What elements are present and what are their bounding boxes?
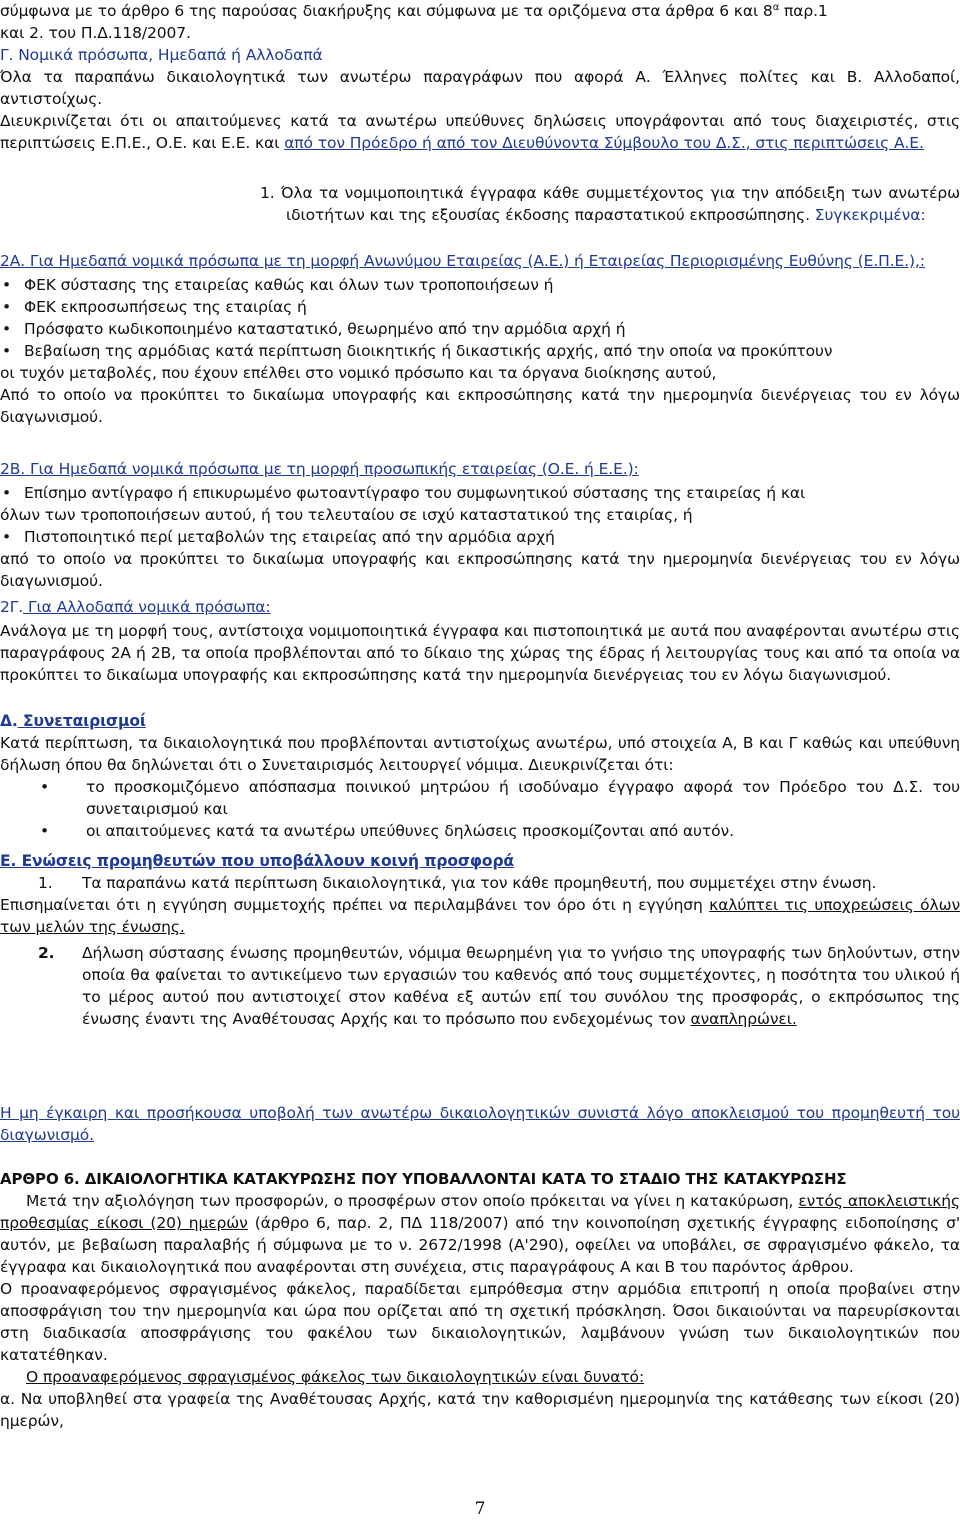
intro-paragraph: σύμφωνα με το άρθρο 6 της παρούσας διακήρυξης και σύμφωνα με τα οριζόμενα στα άρθρα 6 και $8^\alpha$ παρ.1 και 2. του Π.Δ.118/2007. xyxy=(0,1,828,42)
page-number: 7 xyxy=(474,1499,486,1519)
list-item: • Πρόσφατο κωδικοποιημένο καταστατικό, θεωρημένο από την αρμόδια αρχή ή xyxy=(0,318,960,340)
list-item: • ΦΕΚ εκπροσωπήσεως της εταιρίας ή xyxy=(0,296,960,318)
list-item: • Βεβαίωση της αρμόδιας κατά περίπτωση διοικητικής ή δικαστικής αρχής, από την οποία να προκύπτουν xyxy=(0,340,960,362)
section-g xyxy=(0,44,960,110)
section-2a: 2Α. Για Ημεδαπά νομικά πρόσωπα με τη μορφή Ανωνύμου Εταιρείας (Α.Ε.) ή Εταιρείας Περιορισμένης Ευθύνης (Ε.Π.Ε.),: • ΦΕΚ σύστασης της εταιρείας καθώς και όλων των τροποποιήσεων ή • ΦΕΚ εκπροσωπήσεως της εταιρίας ή • Πρόσφατο κωδικοποιημένο καταστατικό, θεωρημένο από την αρμόδια αρχή ή • Βεβαίωση της αρμόδιας κατά περίπτωση διοικητικής ή δικαστικής αρχής, από την οποία να προκύπτουν οι τυχόν μεταβολές, που έχουν επέλθει στο νομικό πρόσωπο και τα όργανα διοίκησης αυτού, Από το οποίο να προκύπτει το δικαίωμα υπογραφής και εκπροσώπησης κατά την ημερομηνία διενέργειας του εν λόγω διαγωνισμού. xyxy=(0,250,960,428)
clarification-paragraph: Διευκρινίζεται ότι οι απαιτούμενες κατά τα ανωτέρω υπεύθυνες δηλώσεις υπογράφονται από τους διαχειριστές, στις περιπτώσεις Ε.Π.Ε., Ο.Ε. και Ε.Ε. και από τον Πρόεδρο ή από τον Διευθύνοντα Σύμβουλο του Δ.Σ., στις περιπτώσεις Α.Ε. xyxy=(0,112,960,152)
list-item: • το προσκομιζόμενο απόσπασμα ποινικού μητρώου ή ισοδύναμο έγγραφο αφορά τον Πρόεδρο του Δ.Σ. του συνεταιρισμού και xyxy=(38,776,960,820)
list-item: • Πιστοποιητικό περί μεταβολών της εταιρείας από την αρμόδια αρχή xyxy=(0,526,960,548)
section-2b: 2Β. Για Ημεδαπά νομικά πρόσωπα με τη μορφή προσωπικής εταιρείας (Ο.Ε. ή Ε.Ε.): • Επίσημο αντίγραφο ή επικυρωμένο φωτοαντίγραφο του συμφωνητικού σύστασης της εταιρείας ή και όλων των τροποποιήσεων αυτού, ή του τελευταίου σε ισχύ καταστατικού της εταιρίας, ή • Πιστοποιητικό περί μεταβολών της εταιρείας από την αρμόδια αρχή από το οποίο να προκύπτει το δικαίωμα υπογραφής και εκπροσώπησης κατά την ημερομηνία διενέργειας του εν λόγω διαγωνισμού. xyxy=(0,458,960,592)
president-link-text: από τον Πρόεδρο ή από τον Διευθύνοντα Σύμβουλο του Δ.Σ., στις περιπτώσεις Α.Ε. xyxy=(284,134,924,152)
section-e-heading: Ε. Ενώσεις προμηθευτών που υποβάλλουν κοινή προσφορά xyxy=(0,852,514,870)
section-d: Δ. Συνεταιρισμοί Κατά περίπτωση, τα δικαιολογητικά που προβλέπονται αντιστοίχως ανωτέρω, υπό στοιχεία Α, Β και Γ καθώς και υπεύθυνη δήλωση όπου θα δηλώνεται ότι ο Συνεταιρισμός λειτουργεί νόμιμα. Διευκρινίζεται ότι: • το προσκομιζόμενο απόσπασμα ποινικού μητρώου ή ισοδύναμο έγγραφο αφορά τον Πρόεδρο του Δ.Σ. του συνεταιρισμού και • οι απαιτούμενες κατά τα ανωτέρω υπεύθυνες δηλώσεις προσκομίζονται από αυτόν. xyxy=(0,710,960,842)
list-2a xyxy=(0,274,960,362)
section-g-heading: Γ. Νομικά πρόσωπα, Ημεδαπά ή Αλλοδαπά xyxy=(0,46,323,64)
numbered-item-1: 1. Όλα τα νομιμοποιητικά έγγραφα κάθε συμμετέχοντος για την απόδειξη των ανωτέρω ιδιοτήτων και της εξουσίας έκδοσης παραστατικού εκπροσώπησης. Συγκεκριμένα: xyxy=(260,184,960,224)
list-item: • Επίσημο αντίγραφο ή επικυρωμένο φωτοαντίγραφο του συμφωνητικού σύστασης της εταιρείας ή και xyxy=(0,482,960,504)
article-6: ΑΡΘΡΟ 6. ΔΙΚΑΙΟΛΟΓΗΤΙΚΑ ΚΑΤΑΚΥΡΩΣΗΣ ΠΟΥ ΥΠΟΒΑΛΛΟΝΤΑΙ ΚΑΤΑ ΤΟ ΣΤΑΔΙΟ ΤΗΣ ΚΑΤΑΚΥΡΩΣΗΣ Μετά την αξιολόγηση των προσφορών, ο προσφέρων στον οποίο πρόκειται να γίνει η κατακύρωση, εντός αποκλειστικής προθεσμίας είκοσι (20) ημερών (άρθρο 6, παρ. 2, ΠΔ 118/2007) από την κοινοποίηση σχετικής έγγραφης ειδοποίησης σ' αυτόν, με βεβαίωση παραλαβής ή σύμφωνα με το ν. 2672/1998 (Α'290), οφείλει να υποβάλει, σε σφραγισμένο φάκελο, τα έγγραφα και δικαιολογητικά που αναφέρονται στη συνέχεια, στις παραγράφους Α και Β του παρόντος άρθρου. Ο προαναφερόμενος σφραγισμένος φάκελος, παραδίδεται εμπρόθεσμα στην αρμόδια επιτροπή η οποία προβαίνει στην αποσφράγιση του την ημερομηνία και ώρα που ορίζεται από τη σχετική πρόσκληση. Όσοι δικαιούνται να παρευρίσκονται στη διαδικασία αποσφράγισης του φακέλου των δικαιολογητικών, λαμβάνουν γνώση των δικαιολογητικών που κατατέθηκαν. Ο προαναφερόμενος σφραγισμένος φάκελος των δικαιολογητικών είναι δυνατό: α. Να υποβληθεί στα γραφεία της Αναθέτουσας Αρχής, κατά την καθορισμένη ημερομηνία της κατάθεσης των είκοσι (20) ημερών, xyxy=(0,1170,960,1430)
list-item: • οι απαιτούμενες κατά τα ανωτέρω υπεύθυνες δηλώσεις προσκομίζονται από αυτόν. xyxy=(38,820,960,842)
superscript: α xyxy=(772,1,780,13)
section-e: Ε. Ενώσεις προμηθευτών που υποβάλλουν κοινή προσφορά 1. Τα παραπάνω κατά περίπτωση δικαιολογητικά, για τον κάθε προμηθευτή, που συμμετέχει στην ένωση. Επισημαίνεται ότι η εγγύηση συμμετοχής πρέπει να περιλαμβάνει τον όρο ότι η εγγύηση καλύπτει τις υποχρεώσεις όλων των μελών της ένωσης. 2. Δήλωση σύστασης ένωσης προμηθευτών, νόμιμα θεωρημένη για το γνήσιο της υπογραφής των δηλούντων, στην οποία θα φαίνεται το αντικείμενο των εργασιών του καθενός από τους συμμετέχοντες, η ποσότητα του υλικού ή το μέρος αυτού που αντιστοιχεί στον καθένα εξ αυτών επί του συνόλου της προσφοράς, ο εκπρόσωπος της ένωσης έναντι της Αναθέτουσας Αρχής και το πρόσωπο που ενδεχομένως τον αναπληρώνει. xyxy=(0,852,960,1028)
section-2g: 2Γ. Για Αλλοδαπά νομικά πρόσωπα: Ανάλογα με τη μορφή τους, αντίστοιχα νομιμοποιητικά έγγραφα και πιστοποιητικά με αυτά που αναφέρονται ανωτέρω στις παραγράφους 2Α ή 2Β, τα οποία προβλέπονται από το δίκαιο της χώρας της έδρας ή λειτουργίας τους και από τα οποία να προκύπτει το δικαίωμα υπογραφής και εκπροσώπησης κατά την ημερομηνία διενέργειας του εν λόγω διαγωνισμού. xyxy=(0,598,960,684)
warning-paragraph: Η μη έγκαιρη και προσήκουσα υποβολή των ανωτέρω δικαιολογητικών συνιστά λόγο αποκλεισμού του προμηθευτή του διαγωνισμό. xyxy=(0,1104,960,1144)
article-6-title: ΑΡΘΡΟ 6. ΔΙΚΑΙΟΛΟΓΗΤΙΚΑ ΚΑΤΑΚΥΡΩΣΗΣ ΠΟΥ ΥΠΟΒΑΛΛΟΝΤΑΙ ΚΑΤΑ ΤΟ ΣΤΑΔΙΟ ΤΗΣ ΚΑΤΑΚΥΡΩΣΗΣ xyxy=(0,1170,847,1188)
section-g-text: Όλα τα παραπάνω δικαιολογητικά των ανωτέρω παραγράφων που αφορά Α. Έλληνες πολίτες και Β. Αλλοδαποί, αντιστοίχως. xyxy=(0,68,960,108)
list-item: • ΦΕΚ σύστασης της εταιρείας καθώς και όλων των τροποποιήσεων ή xyxy=(0,274,960,296)
